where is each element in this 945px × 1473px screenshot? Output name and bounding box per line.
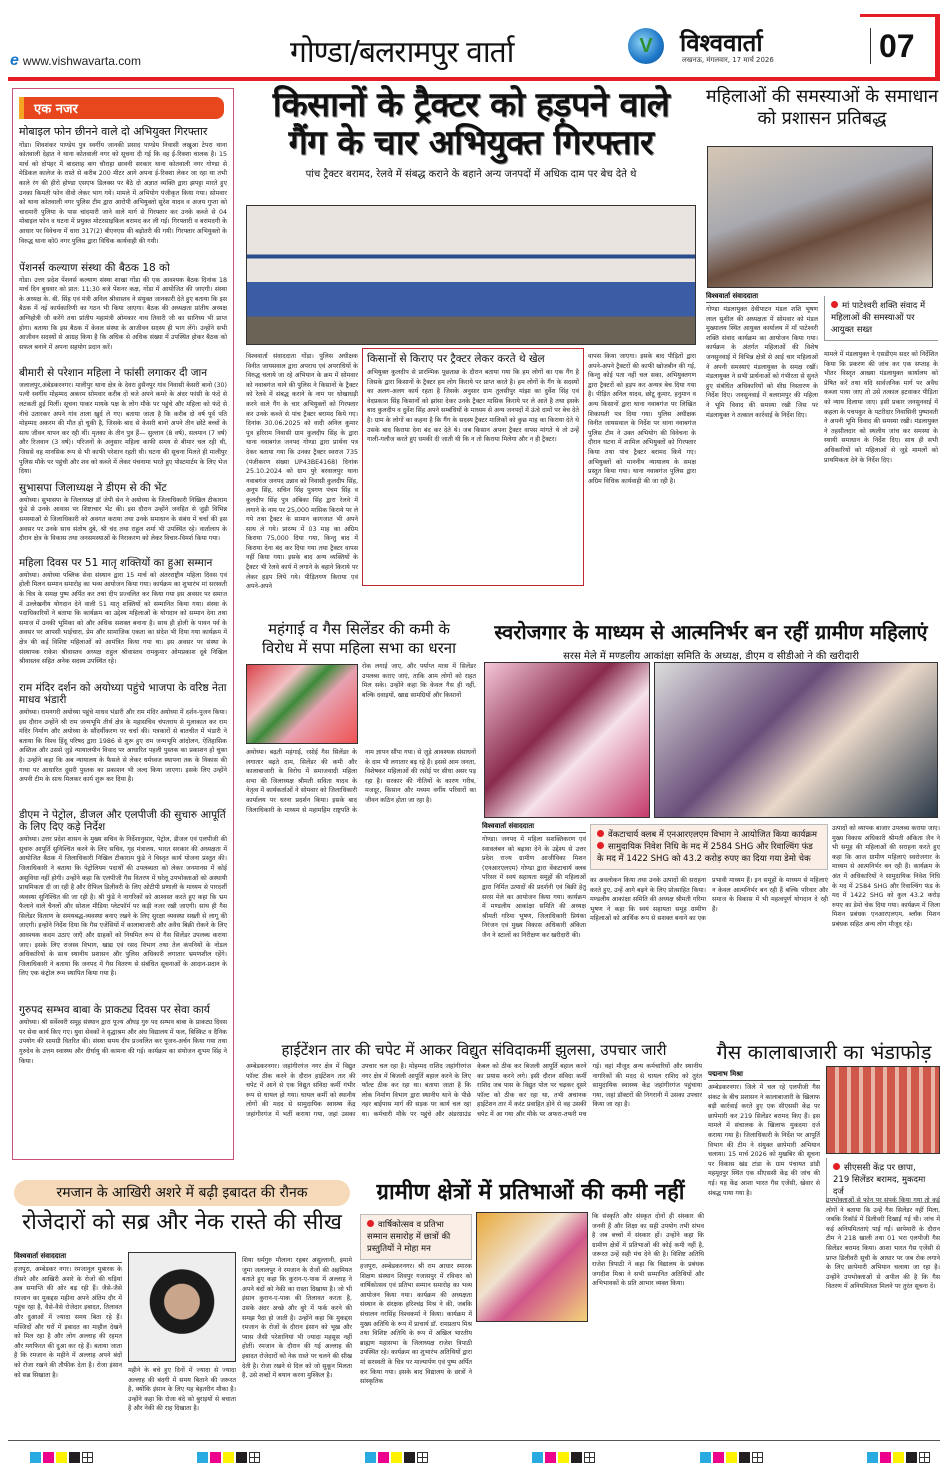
crosshair-icon — [584, 1452, 595, 1463]
protest-body: अयोध्या। बढ़ती महंगाई, रसोई गैस सिलेंडर के लगातार बढ़ते दाम, सिलेंडर की कमी और कालाबाजारी के विरोध में समाजवादी महिला सभा की जिलाध्यक्ष श्रीमती सविता यादव के नेतृत्व में कार्यकर्ताओं ने सोमवार को जिलाधिकारी कार्यालय पर धरना प्रदर्शन किया। इसके बाद जिलाधिकारी के माध्यम से महामहिम राष्ट्रपति के नाम ज्ञापन सौंपा गया। से जुड़े आवश्यक संसाधनों के दाम भी लगातार बढ़ रहे हैं। इससे आम जनता, विशेषकर महिलाओं की रसोई पर सीधा असर पड़ रहा है। सरकार की नीतियों के कारण गरीब, मजदूर, किसान और मध्यम वर्गीय परिवारों का जीवन कठिन होता जा रहा है। — [246, 749, 476, 814]
brief-body: अयोध्या। उत्तर प्रदेश शासन के मुख्य सचिव के निर्देशानुसार, पेट्रोल, डीजल एवं एलपीजी की सुचारु आपूर्ति सुनिश्चित करने के लिए सचिव, गृह मंत्रालय, भारत सरकार की अध्यक्षता में आयोजित बैठक में जिलाधिकारी निखिल टीकाराम फुंडे ने विस्तृत कार्य योजना प्रस्तुत की। जिलाधिकारी ने बताया कि पेट्रोलियम पदार्थों की उपलब्धता को लेकर जनमानस में कोई असुविधा नहीं होगी। उन्होंने कहा कि एलपीजी गैस वितरण में घरेलू उपभोक्ताओं को अस्थायी प्राथमिकता दी जा रही है और रीफिल डिलीवरी के लिए ओटीपी प्रणाली के माध्यम से पारदर्शी व्यवस्था सुनिश्चित की जा रही है। श्री फुंडे ने नागरिकों को आश्वस्त करते हुए कहा कि भ्रम फैलाने वाले चैनलों और सोशल मीडिया प्लेटफॉर्म पर कड़ी नजर रखी जाएगी। साथ ही गैस सिलेंडर वितरण के समयबद्ध-व्यवस्था बनाए रखने के लिए सुरक्षा व्यवस्था सख्ती से लागू की जाएगी। इन्होंने निर्देश दिया कि गैस एजेंसियों में कालाबाजारी और अवैध बिक्री रोकने के लिए आवश्यक कदम उठाए जाएँ और ग्राहकों को नियमित रूप से गैस सिलेंडर उपलब्ध कराया जाए। इसके लिए राजस्व विभाग, खाद्य एवं रसद विभाग तथा तेल कंपनियों के नोडल अधिकारियों के साथ स्थानीय प्रशासन और पुलिस अधिकारी लगातार भ्रमणशील रहेंगे। जिलाधिकारी ने बताया कि जनपद में गैस वितरण से संबंधित सूचनाओं के आदान-प्रदान के लिए एक कंट्रोल रूम स्थापित किया गया है। — [19, 836, 227, 978]
talent-headline: ग्रामीण क्षेत्रों में प्रतिभाओं की कमी नहीं — [376, 1180, 685, 1205]
dance-performance-photo — [476, 1212, 588, 1322]
footer-rule — [8, 1440, 940, 1441]
ramzan-body-2: महीने के बचे हुए दिनों में ज्यादा से ज्यादा अल्लाह की बंदगी में समय बिताने की जरूरत है, क्योंकि इंसान के लिए यह बेहतरीन मौका है। उन्होंने कहा कि रोजा बंदे को बुराइयों से बचाता है और नेकी की राह दिखाता है। — [128, 1367, 236, 1413]
black-market-body: अम्बेडकरनगर। जिले में चल रहे एलपीजी गैस संकट के बीच प्रशासन ने कालाबाजारी के खिलाफ बड़ी कार्रवाई करते हुए एक सीएससी केंद्र पर छापेमारी कर 219 सिलेंडर बरामद किए हैं। इस मामले में संचालक के खिलाफ मुकदमा दर्ज कराया गया है। जिलाधिकारी के निर्देश पर आपूर्ति विभाग की टीम ने संयुक्त छापेमारी अभियान चलाया। 15 मार्च 2026 को मुखबिर की सूचना पर विकास खंड टांडा के ग्राम पंचायत डांडी महमूदपुर स्थित एक सीएससी केंद्र की जांच की गई। यह केंद्र आशा भारत गैस एजेंसी, खेवार से संबद्ध पाया गया है। — [708, 1084, 820, 1197]
brief-headline: बीमारी से परेशान महिला ने फांसी लगाकर दी जान — [19, 366, 208, 379]
ramzan-col1 — [14, 1252, 122, 1443]
brief-headline: महिला दिवस पर 51 मातृ शक्तियों का हुआ सम्मान — [19, 556, 213, 569]
color-bar — [197, 1452, 260, 1463]
bullet-icon — [597, 842, 604, 849]
women-callout — [824, 296, 938, 341]
brief-story — [19, 682, 227, 806]
lead-story — [244, 86, 698, 180]
women-problems-story — [703, 86, 941, 130]
self-employment-bullets — [590, 824, 828, 870]
women-byline: विश्ववार्ता संवाददाता — [706, 292, 818, 303]
page-number: 07 — [870, 28, 915, 64]
brief-headline: राम मंदिर दर्शन को अयोध्या पहुंचे भाजपा के वरिष्ठ नेता माधव भंडारी — [19, 681, 227, 706]
brief-body: अयोध्या। अयोध्या पब्लिक सेवा संस्थान द्वारा 15 मार्च को अंतरराष्ट्रीय महिला दिवस एवं होली मिलन सम्मान समारोह का भव्य आयोजन किया गया। कार्यक्रम का शुभारंभ मां सरस्वती के चित्र के समक्ष पुष्प अर्पित कर तथा दीप प्रज्वलित कर किया गया इस अवसर पर समाज में उल्लेखनीय योगदान देने वाली 51 मातृ शक्तियों को सम्मानित किया गया। संस्था के पदाधिकारियों ने बताया कि कार्यक्रम का उद्देश्य महिलाओं के योगदान को सम्मान देना तथा समाज में उनकी भूमिका को और अधिक सशक्त बनाना है। साथ ही होली के पावन पर्व के अवसर पर आपसी भाईचारा, प्रेम और सामाजिक एकता का संदेश भी दिया गया कार्यक्रम में क्षेत्र की कई विशिष्ट महिलाओं को आमंत्रित किया गया था। इस अवसर पर संस्था के संस्थापक राकेश श्रीवास्तव अध्यक्ष राहुल श्रीवास्तव रामकुमार ओमप्रकाश दूबे निखिल श्रीवास्तव सहित अनेक सदस्य उपस्थित रहे। — [19, 571, 227, 666]
lead-inset-box — [362, 348, 584, 586]
women-body: गोण्डा मंडलायुक्त देवीपाटन मंडल शशि भूषण लाल सुशील की अध्यक्षता में सोमवार को मंडल मुख्यालय स्थित आयुक्त कार्यालय में मॉं पाटेश्वरी शक्ति संवाद कार्यक्रम का आयोजन किया गया। कार्यक्रम के अंतर्गत महिलाओं की विशेष जनसुनवाई में विभिन्न क्षेत्रों से आई चार महिलाओं ने अपनी समस्याएं मंडलायुक्त के समक्ष रखीं। मंडलायुक्त ने सभी प्रार्थनाओं को गंभीरता से सुनते हुए संबंधित अधिकारियों को शीघ्र निस्तारण के निर्देश दिए। जनसुनवाई में बलरामपुर की महिला ने भूमि विवाद की समस्या रखी जिस पर मंडलायुक्त ने तत्काल कार्रवाई के निर्देश दिए। — [706, 306, 818, 419]
ek-najar-label: एक नजर — [19, 97, 224, 119]
brief-body: गोंडा। शिवशंकर पाण्डेय पुत्र स्वर्गीय जानकी प्रसाद पाण्डेय निवासी लखुआ टेपरा थाना कोतवाली देहात ने थाना कोतवाली नगर को सूचना दी गई कि वह ई-रिक्शा चालक है। 15 मार्च को दोपहर में बादशाह बाग चौराहा छावनी सरकार थाना कोतवाली नगर गोण्डा से मेडिकल कालेज के रास्ते से करीब 200 मीटर आगे अपना ई-रिक्शा लेकर जा रहा था तभी काले रंग की हीरो होण्डा एसएफ डिलक्स पर बैठे दो अज्ञात व्यक्ति द्वारा झपट्टा मारते हुए उनका किमती फोन वीवो लेकर भाग गये। मामले में अभियोग पंजीकृत किया गया। सोमवार को थाना कोतवाली नगर पुलिस टीम द्वारा आरोपी अभियुक्तो सुरेश यादव व अजय गुप्ता को चादमारी पुलिया के पास चांदमारी जाने वाले मार्ग से गिरफ्तार कर उनके कब्जे से 04 मोबाइल फोन व घटना में प्रयुक्त मोटरसाइकिल बरामद कर ली गई। गिरफ्तारी व बरामदगी के आधार पर विवेचना में धारा 317(2) बीएनएस की बढ़ोतरी की गयी। गिरफ्तार अभियुक्तो के विरुद्ध थाना को0 नगर पुलिस द्वारा विधिक कार्यवाही की गयी। — [19, 141, 227, 245]
ramzan-byline: विश्ववार्ता संवाददाता — [14, 1252, 122, 1263]
maulana-photo — [128, 1252, 236, 1362]
lead-column-3: वापस किया जाएगा। इसके बाद पीड़ितों द्वारा अपने-अपने ट्रैक्टरों की काफी खोजबीन की गई, किन्तु कोई पता नहीं चल सका, अभियुक्तगण द्वारा ट्रैक्टरों को हड़प कर अन्यत्र बेच दिया गया है। पीड़ित अनिल यादव, छोटू कुमार, हनुमान व अन्य किसानों द्वारा थाना नवाबगंज पर लिखित शिकायती पत्र दिया गया। पुलिस अधीक्षक विनीत जायसवाल के निर्देश पर थाना नवाबगंज पुलिस टीम ने उक्त अभियोग की विवेचना के दौरान घटना में शामिल अभियुक्तों को गिरफ्तार किया तथा पांच ट्रैक्टर बरामद किये गए। अभियुक्तों को माननीय न्यायालय के समक्ष प्रस्तुत किया गया। थाना नवाबगंज पुलिस द्वारा अग्रिम विधिक कार्यवाही की जा रही है। — [588, 353, 696, 485]
lead-headline-line2: गैंग के चार अभियुक्त गिरफ्तार — [288, 123, 654, 163]
ramzan-body-3: शिया धर्मगुरु मौलाना रहबर असुल्तानी, इमामे जुमा जलालपुर ने रमजान के रोजों की अहमियत बताते हुए कहा कि कुरान-ए-पाक में अल्लाह ने अपने बंदों को नेकी का रास्ता दिखाया है। जो भी इंसान कुरान-ए-पाक की तिलावत करता है, उसके अंदर अच्छे और बुरे में फर्क करने की समझ पैदा हो जाती है। उन्होंने कहा कि मुकद्दस रमजान के रोजों के दौरान इंसान को भूख और प्यास जैसी परेशानियां भी ज्यादा महसूस नहीं होतीं। रमजान के दौरान की गई अल्लाह की इबादत रोजेदारों को नेक रास्ते पर चलने की सीख देती है। रोजा रखने से दिल को जो सुकून मिलता है, उसे शब्दों में बयान करना मुश्किल है। — [242, 1257, 352, 1380]
talent-callout-text: वार्षिकोत्सव व प्रतिभा सम्मान समारोह में छात्रों की प्रस्तुतियों ने मोहा मन — [367, 1220, 451, 1254]
gas-protest-story — [244, 620, 474, 658]
ramzan-body-1: हजपुरा, अम्बेडकर नगर। रमजानुल मुबारक के तीसरे और आखिरी अशरे के रोजों की घड़ियां अब समाप्ति की ओर बढ़ रही हैं। जैसे-जैसे रमजान का मुकद्दस महीना अपने अंतिम दौर में पहुंच रहा है, वैसे-वैसे रोजेदार इबादत, तिलावत और दुआओं में ज्यादा समय बिता रहे हैं। मस्जिदों और घरों में इबादत का माहौल देखने को मिल रहा है और लोग अल्लाह की रहमत और मगफिरत की दुआ कर रहे हैं। बताया जाता है कि रमजान के महीने में अल्लाह अपने बंदों को रोजा रखने की तौफीक देता है। रोजा इंसान को सब्र सिखाता है। — [14, 1266, 122, 1379]
color-bar — [532, 1452, 595, 1463]
bullet-item — [597, 829, 821, 841]
women-col1 — [706, 292, 818, 611]
protest-side-text: रोक लगाई जाए, और पर्याप्त मात्रा में सिलेंडर उपलब्ध कराए जाएं, ताकि आम लोगों को राहत मिल सके। उन्होंने कहा कि केवल गैस ही नहीं, बल्कि दवाइयों, खाद्य सामग्रियों और किसानों — [362, 663, 476, 699]
brief-headline: सुभासपा जिलाध्यक्ष ने डीएम से की भेंट — [19, 481, 167, 494]
website-link[interactable] — [10, 52, 141, 70]
electric-headline: हाईटेंशन तार की चपेट में आकर विद्युत संविदाकर्मी झुलसा, उपचार जारी — [281, 1041, 667, 1059]
bullet-item — [597, 841, 821, 865]
color-bar — [867, 1452, 930, 1463]
protest-headline-2: विरोध में सपा महिला सभा का धरना — [261, 639, 456, 657]
inset-body: अभियुक्त कुलदीप से प्रारम्भिक पूछताछ के दौरान बताया गया कि हम लोगों का एक गैंग है जिसके द्वारा किसानों के ट्रैक्टर हम लोग किराये पर प्राप्त करते है। हम लोगों के गैंग के सदस्यों का अलग-अलग कार्य रहता है जिसके अनुसार ग्राम तुलसीपुर मांझा का दुर्वेश सिंह एवं वेदप्रकाश सिंह किसानों को झांसा देकर उनके ट्रैक्टर मासिक किराये पर ले आते है तथा इसके बाद कुलदीप व दुर्वेश सिंह अपने सम्बंधियों के माध्यम से अन्य जनपदों में ऊंचे दामों पर बेच देते है। ग्राम के लोगों का कहना है कि गैंग के सदस्य ट्रैक्टर मालिकों को कुछ माह का किराया देते थे उसके बाद किराया देना बंद कर देते थे। जब किसान अपना ट्रैक्टर वापस मांगते थे तो उन्हें गाली-गलौज करते हुए धमकी दी जाती थी कि न तो किराया मिलेगा और न ही ट्रैक्टर। — [367, 369, 579, 444]
brief-story — [19, 557, 227, 679]
lead-headline-line1: किसानों के ट्रैक्टर को हड़पने वाले — [272, 85, 670, 125]
crosshair-icon — [417, 1452, 428, 1463]
bullet-icon — [597, 830, 604, 837]
brief-headline: डीएम ने पेट्रोल, डीजल और एलपीजी की सुचारु आपूर्ति के लिए दिए कड़े निर्देश — [19, 809, 226, 834]
browser-e-icon: e — [10, 52, 19, 69]
brief-body: गोंडा। उत्तर प्रदेश पेंशनर्स कल्याण संस्था शाखा गोंडा की एक आवश्यक बैठक दिनांक 18 मार्च दिन बुधवार को प्रात: 11:30 बजे पेंशनर कक्ष, गोंडा में आयोजित की जाएगी। संस्था के अध्यक्ष के. बी. सिंह एवं मंत्री अनिल श्रीवास्तव ने संयुक्त जानकारी देते हुए बताया कि इस बैठक में नई कार्यकारिणी का गठन भी किया जाएगा। बैठक की अध्यक्षता प्रांतीय अध्यक्ष अग्निहोत्री जी करेंगे तथा प्रांतीय महामंत्री ओमकार नाथ तिवारी जी का सानिध्य भी प्राप्त होगा। बताया कि इस बैठक में केवल संस्था के आजीवन सदस्य ही भाग लेंगे। उन्होंने सभी आजीवन सदस्यों से आग्रह किया है कि अधिक से अधिक संख्या में उपस्थित होकर बैठक को सफल बनाने में अपना सहयोग प्रदान करें। — [19, 276, 227, 351]
bullet-icon — [833, 1163, 840, 1170]
black-market-col1 — [708, 1070, 820, 1403]
sars-mela-photo-2 — [654, 662, 938, 818]
meeting-photo — [707, 146, 933, 288]
color-bar — [700, 1452, 763, 1463]
section-title: गोण्डा/बलरामपुर वार्ता — [290, 35, 514, 70]
self-employment-col1 — [482, 822, 586, 1031]
electric-body: अम्बेडकरनगर। जहांगीरगंज नगर क्षेत्र में विद्युत फॉल्ट ठीक करने के दौरान हाईटेंशन तार की चपेट में आने से एक विद्युत संविदा कर्मी गंभीर रूप से घायल हो गया। घायल कर्मी को स्थानीय लोगों की मदद से सामुदायिक स्वास्थ्य केंद्र जहांगीरगंज में भर्ती कराया गया, जहां उसका उपचार चल रहा है। मोहम्मद राशिद जहांगीरगंज नगर क्षेत्र में बिजली आपूर्ति बहाल करने के लिए फॉल्ट ठीक कर रहा था। बताया जाता है कि लोक निर्माण विभाग द्वारा स्थानीय थाने के पीछे नहर बाईपास मार्ग की सड़क पर कार्य चल रहा था। कर्मचारी मौके पर पहुंचे और अंडरग्राउंड केबल को ठीक कर बिजली आपूर्ति बहाल करने का प्रयास करने लगे। इसी दौरान संविदा कर्मी राशिद जब पास के विद्युत पोल पर चढ़कर दूसरे फॉल्ट को ठीक कर रहा था, तभी अचानक हाईटेंशन तार में करंट प्रवाहित होने से वह उसकी चपेट में आ गया और मौके पर अफरा-तफरी मच गई। वहां मौजूद अन्य कर्मचारियों और स्थानीय नागरिकों की मदद से घायल राशिद को तुरंत सामुदायिक स्वास्थ्य केंद्र जहांगीरगंज पहुंचाया गया, जहां डॉक्टरों की निगरानी में उसका उपचार किया जा रहा है। — [246, 1063, 702, 1118]
brief-body: अयोध्या। रामनगरी अयोध्या पहुंचे माधव भंडारी और राम मंदिर अयोध्या में दर्शन-पूजन किया। इस दौरान उन्होंने श्री राम जन्मभूमि तीर्थ क्षेत्र के महासचिव चंपतराय से मुलाकात कर राम मंदिर निर्माण और अयोध्या के सौंदर्यीकरण पर चर्चा की। पत्रकारों से बातचीत में भंडारी ने बताया कि विश्व हिंदू परिषद द्वारा 1986 से शुरू हुए राम जन्मभूमि आंदोलन, ऐतिहासिक अस्तित्व और उससे जुड़े न्यायालयीन विवाद पर आधारित पहली पुस्तक का प्रकाशन हो चुका है। उन्होंने कहा कि अब न्यायालय के फैसले से लेकर धर्मध्वज स्थापना तक के विकास की गाथा पर आधारित दूसरी पुस्तक का प्रकाशन भी जल्द किया जाएगा। इसके लिए उन्होंने अपनी टीम के साथ मिलकर कार्य शुरू कर दिया है। — [19, 709, 227, 784]
brief-headline: मोबाइल फोन छीनने वाले दो अभियुक्त गिरफ्तार — [19, 125, 208, 138]
crosshair-icon — [919, 1452, 930, 1463]
color-bar — [30, 1452, 93, 1463]
crosshair-icon — [752, 1452, 763, 1463]
bullet-text: सामुदायिक निवेश निधि के मद में 2584 SHG और रिवाल्विंग फंड के मद में 1422 SHG को 43.2 करोड़ रुपए का दिया गया डेमो चेक — [597, 842, 813, 864]
page-corner-top — [860, 14, 940, 17]
women-headline: महिलाओं की समस्याओं के समाधान को प्रशासन प्रतिबद्ध — [705, 86, 939, 129]
brief-body: जलालपुर,अंबेडकरनगर। मालीपुर थाना क्षेत्र के देवरा हुसैनपुर गांव निवासी केसरी बानो (30) पत्नी स्वर्गीय मोहम्मद अकरम सोमवार करीब दो बजे अपने कमरे के अंदर फांसी के फंदे से लटकती हुई मिलीं। सूचना पाकर मायके पक्ष के लोग मौके पर पहुंचे और महिला को फंदे से नीचे उतारकर अपने गांव ताला खुर्द ले गए। बताया जाता है कि करीब दो वर्ष पूर्व पति मोहम्मद अकरम की मौत हो चुकी है, जिसके बाद से केसरी बानो अपने तीन छोटे बच्चों के साथ जीवन यापन कर रही थीं। मृतका के तीन पुत्र हैं— सुल्तान (8 वर्ष), सलमान (7 वर्ष) और रिजवान (3 वर्ष)। परिजनों के अनुसार महिला काफी समय से बीमार चल रही थी, जिससे वह मानसिक रूप से भी काफी परेशान रहती थी। घटना की सूचना मिलते ही मालीपुर पुलिस मौके पर पहुंची और शव को कब्जे में लेकर पंचनामा भरते हुए पोस्टमार्टम के लिए भेज दिया। — [19, 381, 227, 476]
masthead-rule — [8, 77, 940, 81]
lead-column-1: विश्ववार्ता संवाददाता गोंडा। पुलिस अधीक्षक विनीत जायसवाल द्वारा अपराध एवं अपराधियों के विरुद्ध चलाये जा रहे अभियान के क्रम में सोमवार को नवाबगंज थाने की पुलिस ने किसानों के ट्रैक्टर को रेलवे में संबद्ध कराने के नाम पर धोखाधड़ी करने वाले गैंग के चार अभियुक्तों को गिरफ्तार कर उनके कब्जे से पांच ट्रैक्टर बरामद किये गए। दिनांक 30.06.2025 को वादी अनिल कुमार पुत्र हरिराम निवासी ग्राम कुलदीप सिंह के द्वारा थाना नवाबगंज जनपद गोण्डा द्वारा प्रार्थना पत्र देकर बताया गया कि उनका ट्रैक्टर स्वराज 735 (पंजीकरण संख्या UP43BE4168) दिनांक 25.10.2024 को ग्राम पुरे बरवालपुर थाना नवाबगंज जनपद उन्नाव को निवासी कुलदीप सिंह, अनूप सिंह, सचिन सिंह पुत्रगण पंचम सिंह व कुलदीप सिंह पुत्र अंबिका सिंह द्वारा रेलवे में लगाने के नाम पर 25,000 मासिक किराये पर ले गये तथा ट्रैक्टर के सामान कागजात भी अपने साथ ले गये। प्रारम्भ में 03 माह का अग्रिम किराया 75,000 दिया गया, किन्तु बाद में किराया देना बंद कर दिया गया तथा ट्रैक्टर वापस नहीं किया गया। इसके बाद अन्य व्यक्तियों के ट्रैक्टर भी रेलवे कार्य में लगाने के बहाने किराये पर लेकर हड़प लिये गये। पीड़ितगण किराया एवं अपने-अपने — [246, 353, 358, 591]
masthead — [0, 0, 945, 80]
ek-najar-column — [12, 88, 234, 1160]
brief-story — [19, 1004, 227, 1076]
bullet-icon — [831, 301, 838, 308]
registration-marks — [30, 1452, 930, 1463]
talent-body-1: हजपुरा, अम्बेडकरनगर। श्री राम आधार स्मारक शिक्षण संस्थान शिवपुर गजासपुर में रविवार को वार्षिकोत्सव एवं प्रतिभा सम्मान समारोह का भव्य आयोजन किया गया। कार्यक्रम की अध्यक्षता संस्थान के संरक्षक हरिश्चंद्र मिश्र ने की, जबकि संचालन नरसिंह विश्वकर्मा ने किया। कार्यक्रम में मुख्य अतिथि के रूप में प्राचार्य डॉ. रामप्रताप मिश्र तथा विशिष्ट अतिथि के रूप में अखिल भारतीय ब्राह्मण महासभा के जिलाध्यक्ष राजेश त्रिपाठी उपस्थित रहे। कार्यक्रम का शुभारंभ अतिथियों द्वारा मां सरस्वती के चित्र पर माल्यार्पण एवं पुष्प अर्पित कर किया गया। इसके बाद विद्यालय के छात्रों ने सांस्कृतिक — [360, 1263, 472, 1386]
self-employment-subhead: सरस मेले में मण्डलीय आकांक्षा समिति के अध्यक्ष, डीएम व सीडीओ ने की खरीदारी — [563, 651, 859, 662]
women-callout-text: मां पाटेश्वरी शक्ति संवाद में महिलाओं की समस्याओं पर आयुक्त सख्त — [831, 301, 926, 335]
inset-headline: किसानों से किराए पर ट्रैक्टर लेकर करते थे खेल — [367, 353, 545, 365]
protest-photo — [246, 664, 358, 744]
brief-story — [19, 482, 227, 554]
self-employment-story — [482, 620, 940, 662]
brief-headline: पेंशनर्स कल्याण संस्था की बैठक 18 को — [19, 261, 170, 274]
vishwavarta-logo-icon: V — [628, 28, 664, 64]
black-market-byline: पद्मनाभ मिश्रा — [708, 1070, 820, 1081]
brief-story — [19, 367, 227, 479]
dateline: लखनऊ, मंगलवार, 17 मार्च 2026 — [682, 56, 774, 64]
brief-body: अयोध्या। सुभासपा के जिलाध्यक्ष डॉ जेपी सेन ने अयोध्या के जिलाधिकारी निखिल टीकाराम फुंडे से उनके आवास पर शिष्टाचार भेंट की। इस दौरान उन्होंने जनहित से जुड़ी विभिन्न समस्याओं से जिलाधिकारी को अवगत कराया तथा उनके समाधान के संबंध में चर्चा की इस अवसर पर उनके साथ संतोष दुबे, श्री चंद तथा राहुल शर्मा भी उपस्थित रहे। वार्तालाप के दौरान क्षेत्र के विकास तथा जनसमस्याओं के निराकरण को लेकर विचार-विमर्श किया गया। — [19, 496, 227, 543]
brief-headline: गुरुपद सम्भव बाबा के प्राकट्य दिवस पर सेवा कार्य — [19, 1004, 210, 1017]
bullet-icon — [367, 1220, 374, 1227]
brief-story — [19, 809, 227, 1001]
crosshair-icon — [249, 1452, 260, 1463]
sars-mela-photo-1 — [484, 662, 650, 818]
women-body-2: मामले में मंडलायुक्त ने एसडीएम सदर को निर्देशित किया कि प्रकरण की जांच कर एक सप्ताह के भीतर विस्तृत आख्या मंडलायुक्त कार्यालय को प्रेषित करें तथा यदि सार्वजनिक मार्ग पर अवैध कब्जा पाया जाए तो उसे तत्काल हटवाकर पीड़िता को न्याय दिलाया जाए। इसी प्रकार जनसुनवाई में कहला के पचपकुर के पटरीदार निवासिनी पुष्पावती ने अपनी भूमि विवाद की समस्या रखी। मंडलायुक्त ने तहसीलदार को स्थलीय जांच कर समस्या के स्थायी समाधान के निर्देश दिए। साथ ही सभी अधिकारियों को महिलाओं से जुड़े मामलों को प्राथमिकता देने के निर्देश दिए। — [824, 351, 938, 464]
protest-headline-1: महंगाई व गैस सिलेंडर की कमी के — [268, 620, 450, 638]
ramzan-headline: रोजेदारों को सब्र और नेक रास्ते की सीख — [22, 1210, 342, 1235]
self-employment-body-3: उत्पादों को व्यापक बाजार उपलब्ध कराया जाए। मुख्य विकास अधिकारी श्रीमती अंकिता जैन ने भी समूह की महिलाओं की सराहना करते हुए कहा कि आज ग्रामीण महिलाएं स्वरोजगार के माध्यम से आत्मनिर्भर बन रही हैं। कार्यक्रम के अंत में अधिकारियों ने सामुदायिक निवेश निधि के मद में 2584 SHG और रिवाल्विंग फंड के मद में 1422 SHG को कुल 43.2 करोड़ रुपए का डेमो चेक दिया गया। कार्यक्रम में जिला मिशन प्रबंधक एनआरएलएम, ब्लॉक मिशन प्रबंधक सहित अन्य लोग मौजूद रहे। — [832, 825, 940, 928]
gas-black-market-story — [708, 1040, 940, 1064]
talent-callout — [360, 1214, 472, 1260]
ramzan-kicker: रमजान के आखिरी अशरे में बढ़ी इबादत की रौनक — [14, 1180, 350, 1206]
brief-story — [19, 126, 227, 259]
electric-story — [244, 1040, 704, 1060]
brief-body: अयोध्या। श्री सर्वेश्वरी समूह संस्थान द्वारा पूज्य औघड़ गुरु पद सम्भव बाबा के प्राकट्य दिवस पर सेवा कार्य किए गए। युवा सेवकों ने वृद्धाश्रम और अंध विद्यालय में फल, बिस्किट व दैनिक उपयोग की सामग्री वितरित की। संस्था समय दीप प्रज्वलित कर पूजन-अर्चन किया गया तथा गुरुदेव के उत्तम स्वास्थ्य और दीर्घायु की कामना की गई। कार्यक्रम का संयोजन शुभम सिंह ने किया। — [19, 1019, 227, 1065]
black-market-callout-text: सीएससी केंद्र पर छापा, 219 सिलेंडर बरामद, मुकदमा दर्ज — [833, 1163, 926, 1197]
self-employment-body-2: का अवलोकन किया तथा उनके उत्पादों की सराहना करते हुए, उन्हें आगे बढ़ने के लिए प्रोत्साहित किया। मण्डलीय आकांक्षा समिति की अध्यक्ष श्रीमती गरिमा भूषण ने कहा कि स्वयं सहायता समूह ग्रामीण महिलाओं को आर्थिक रूप से सशक्त बनाने का एक प्रभावी माध्यम हैं। इन समूहों के माध्यम से महिलाएं न केवल आत्मनिर्भर बन रही हैं बल्कि परिवार और समाज के विकास में भी महत्वपूर्ण योगदान दे रही हैं। — [590, 877, 828, 923]
self-employment-body-1: गोण्डा। जनपद में महिला सशक्तिकरण एवं स्वावलंबन को बढ़ावा देने के उद्देश्य से उत्तर प्रदेश राज्य ग्रामीण आजीविका मिशन (एनआरएलएम) गोण्डा द्वारा वेंकटाचार्य क्लब परिसर में स्वयं सहायता समूहों की महिलाओं द्वारा निर्मित उत्पादों की प्रदर्शनी एवं बिक्री हेतु सरस मेले का आयोजन किया गया। कार्यक्रम में मण्डलीय आकांक्षा समिति की अध्यक्ष श्रीमती गरिमा भूषण, जिलाधिकारी प्रियंका निरंजन एवं मुख्य विकास अधिकारी अंकिता जैन ने स्टालों का निरीक्षण कर खरीदारी की। — [482, 836, 586, 939]
brand-name: विश्ववार्ता — [680, 29, 763, 57]
black-market-body-2: उपभोक्ताओं से फोन पर संपर्क किया गया तो कई लोगों ने बताया कि उन्हें गैस सिलेंडर नहीं मिला, जबकि रिकॉर्ड में डिलीवरी दिखाई गई थी। जांच में कई अनियमितताएं पाई गईं। छापेमारी के दौरान टीम ने 218 खाली तथा 01 भरा एलपीजी गैस सिलेंडर बरामद किया। आशा भारत गैस एजेंसी से प्राप्त डिलीवरी सूची के आधार पर जब रोक लगाने के लिए छापेमारी अभियान चलाया जा रहा है। उन्होंने उपभोक्ताओं से अपील की है कि गैस वितरण में अनियमितता मिलने पर तुरंत सूचना दें। — [826, 1197, 940, 1291]
website-url: www.vishwavarta.com — [22, 54, 141, 68]
crosshair-icon — [82, 1452, 93, 1463]
self-employment-headline: स्वरोजगार के माध्यम से आत्मनिर्भर बन रहीं ग्रामीण महिलाएं — [494, 620, 928, 644]
cylinders-photo — [826, 1066, 940, 1154]
page-corner-side — [935, 14, 940, 80]
brief-story — [19, 262, 227, 364]
bullet-text: वेंकटाचार्य क्लब में एनआरएलएम विभाग ने आयोजित किया कार्यक्रम — [608, 830, 817, 840]
self-employment-byline: विश्ववार्ता संवाददाता — [482, 822, 586, 833]
talent-body-2: कि संस्कृति और संस्कृत दोनों ही संस्कार की जननी हैं और शिक्षा का सही उपयोग तभी संभव है जब बच्चों में संस्कार हों। उन्होंने कहा कि ग्रामीण क्षेत्रों में प्रतिभाओं की कोई कमी नहीं है, जरूरत उन्हें सही मंच देने की है। विशिष्ट अतिथि राजेश त्रिपाठी ने कहा कि विद्यालय के प्रबंधक जगदीश मिश्रा ने सभी सम्मानित अतिथियों और अभिभावकों के प्रति आभार व्यक्त किया। — [592, 1213, 704, 1288]
black-market-headline: गैस कालाबाजारी का भंडाफोड़ — [716, 1040, 932, 1064]
tractor-recovery-photo — [246, 205, 696, 345]
color-bar — [365, 1452, 428, 1463]
lead-subhead: पांच ट्रैक्टर बरामद, रेलवे में संबद्ध कराने के बहाने अन्य जनपदों में अधिक दाम पर बेच देते थे — [305, 169, 637, 180]
